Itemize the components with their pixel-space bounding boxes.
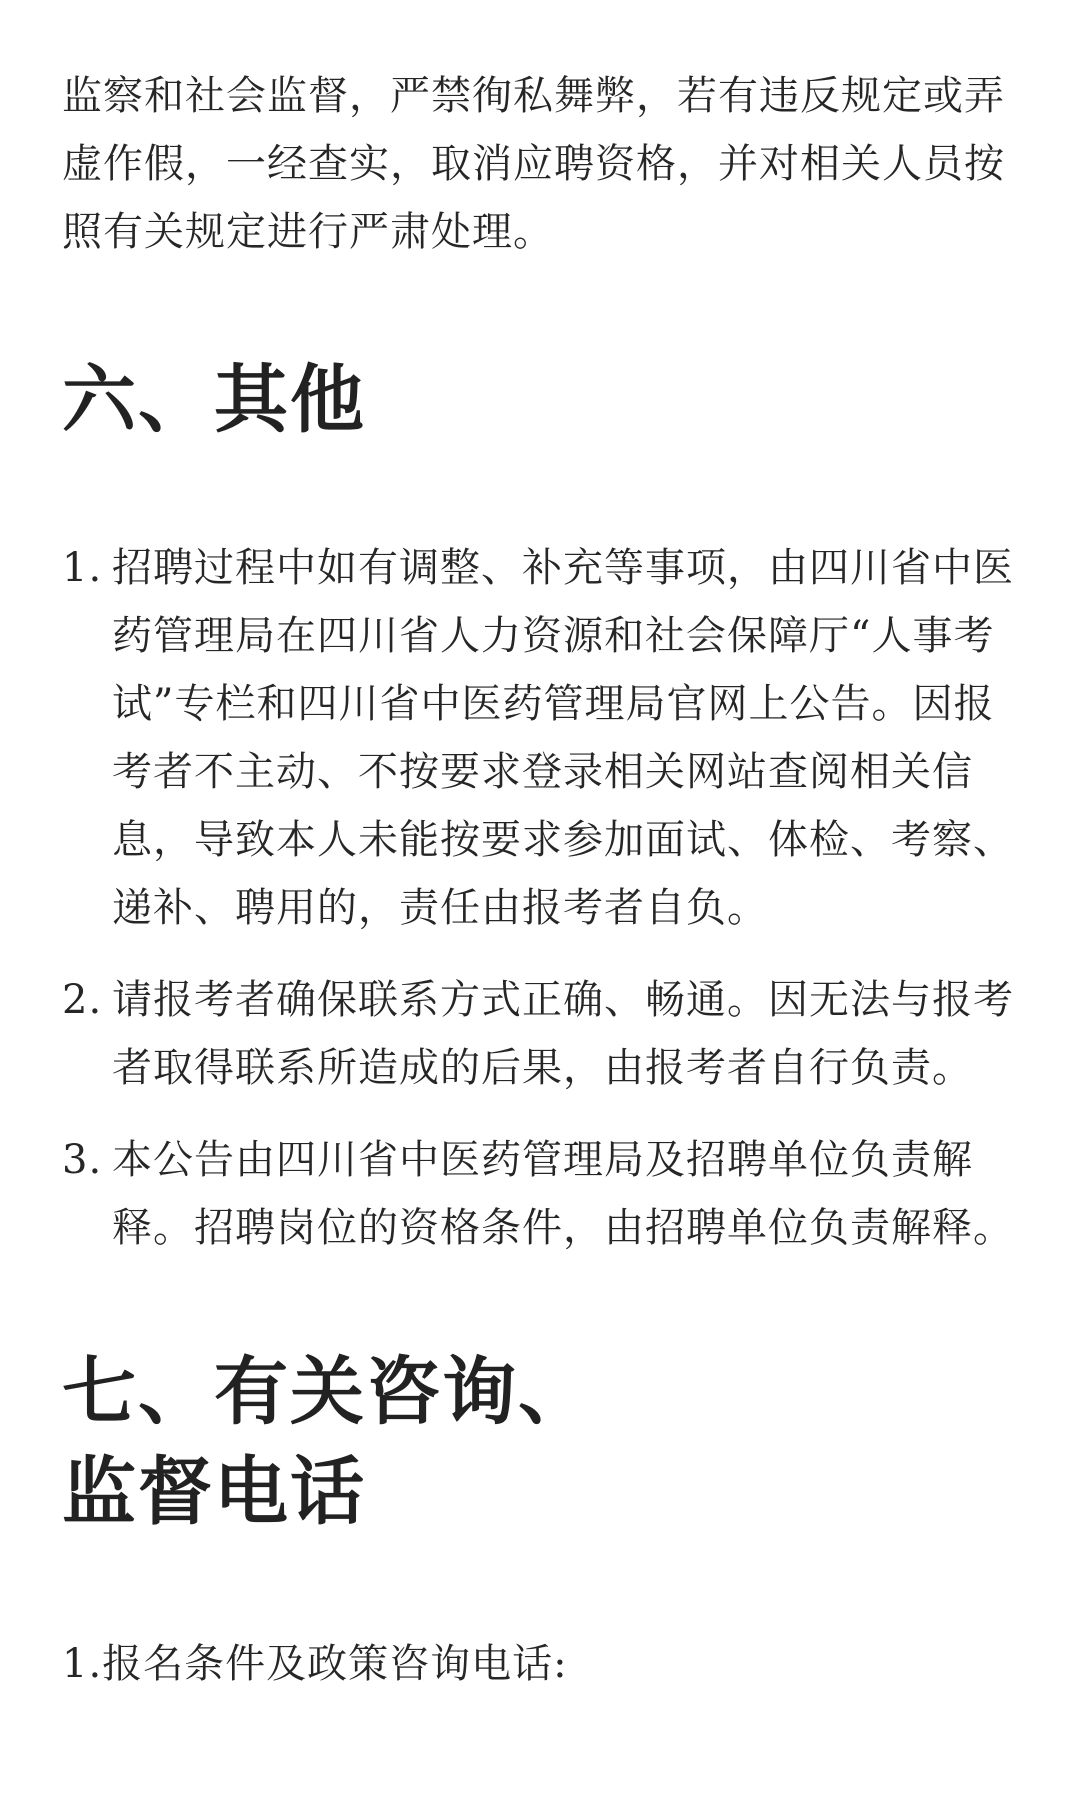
list-item-line: 释。招聘岗位的资格条件，由招聘单位负责解释。 — [112, 1205, 1014, 1251]
intro-line: 虚作假，一经查实，取消应聘资格，并对相关人员按 — [62, 141, 1005, 187]
list-item-line: 招聘过程中如有调整、补充等事项，由四川省中医 — [112, 545, 1014, 591]
intro-paragraph — [62, 62, 1022, 266]
list-item-line: 息，导致本人未能按要求参加面试、体检、考察、 — [112, 817, 1014, 863]
list-item-number: 1. — [62, 545, 103, 591]
list-item-line: 试”专栏和四川省中医药管理局官网上公告。因报 — [112, 681, 995, 727]
list-item — [62, 966, 1022, 1102]
list-item — [62, 1126, 1022, 1262]
list-item-line: 本公告由四川省中医药管理局及招聘单位负责解 — [112, 1137, 973, 1183]
list-item-number: 3. — [62, 1137, 103, 1183]
list-item-line: 药管理局在四川省人力资源和社会保障厅“人事考 — [112, 613, 995, 659]
list-item — [62, 534, 1022, 942]
section-7-heading-line: 七、有关咨询、 — [62, 1349, 594, 1435]
list-item-number: 2. — [62, 977, 103, 1023]
section-6-heading: 六、其他 — [62, 357, 366, 443]
list-item-line: 请报考者确保联系方式正确、畅通。因无法与报考 — [112, 977, 1014, 1023]
section-7-heading — [62, 1342, 1022, 1542]
list-item-line: 递补、聘用的，责任由报考者自负。 — [112, 885, 768, 931]
intro-line: 监察和社会监督，严禁徇私舞弊，若有违反规定或弄 — [62, 73, 1005, 119]
list-item-line: 者取得联系所造成的后果，由报考者自行负责。 — [112, 1045, 973, 1091]
section-6-list — [62, 534, 1022, 1262]
section-7-heading-line: 监督电话 — [62, 1449, 366, 1535]
consult-phone-label: 1.报名条件及政策咨询电话: — [62, 1641, 568, 1687]
intro-line: 照有关规定进行严肃处理。 — [62, 209, 554, 255]
list-item-line: 考者不主动、不按要求登录相关网站查阅相关信 — [112, 749, 973, 795]
